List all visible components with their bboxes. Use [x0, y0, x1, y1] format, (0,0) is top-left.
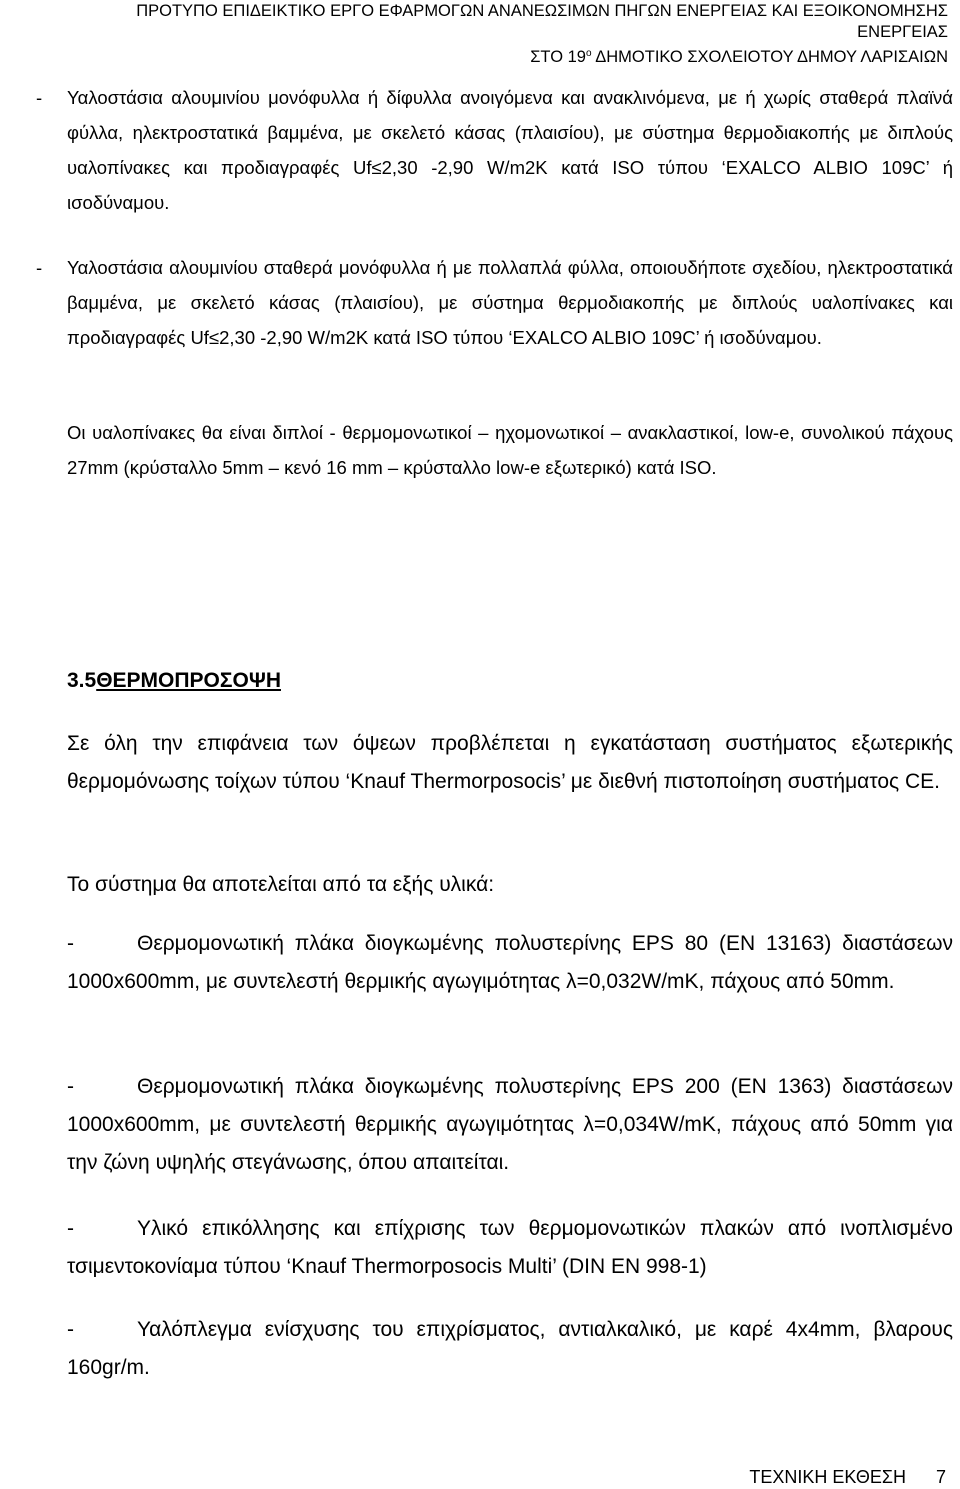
- materials-lead: Το σύστημα θα αποτελείται από τα εξής υλικά:: [67, 873, 495, 896]
- bullet-dash: -: [67, 1318, 74, 1341]
- page-number: 7: [935, 1467, 946, 1487]
- header-line-1: ΠΡΟΤΥΠΟ ΕΠΙΔΕΙΚΤΙΚΟ ΕΡΓΟ ΕΦΑΡΜΟΓΩΝ ΑΝΑΝΕΩΣΙΜΩΝ ΠΗΓΩΝ ΕΝΕΡΓΕΙΑΣ ΚΑΙ ΕΞΟΙΚΟΝΟΜΗΣΗΣ: [136, 2, 948, 20]
- frames-item-1: Υαλοστάσια αλουμινίου μονόφυλλα ή δίφυλλα ανοιγόμενα και ανακλινόμενα, με ή χωρίς σταθερά πλαϊνά φύλλα, ηλεκτροστατικά βαμμένα, με σκελετό κάσας (πλαισίου), με σύστημα θερμοδιακοπής με διπλούς υαλοπίνακες και προδιαγραφές Uf≤2,30 -2,90 W/m2K κατά ISO τύπου ‘EXALCO ALBIO 109C’ ή ισοδύναμου.: [67, 87, 953, 213]
- header-line-3: ΣΤΟ $19^o$ ΔΗΜΟΤΙΚΟ ΣΧΟΛΕΙΟΤΟΥ ΔΗΜΟΥ ΛΑΡΙΣΑΙΩΝ: [530, 48, 948, 66]
- material-item-4: Υαλόπλεγμα ενίσχυσης του επιχρίσματος, αντιαλκαλικό, με καρέ 4x4mm, βλαρους 160gr/m.: [67, 1318, 953, 1379]
- material-item-1: Θερμομονωτική πλάκα διογκωμένης πολυστερίνης EPS 80 (EN 13163) διαστάσεων 1000x600mm, με συντελεστή θερμικής αγωγιμότητας λ=0,032W/mK, πάχους από 50mm.: [67, 932, 953, 993]
- page-header: [136, 1, 948, 68]
- bullet-dash: -: [36, 257, 43, 278]
- section-intro: Σε όλη την επιφάνεια των όψεων προβλέπεται η εγκατάσταση συστήματος εξωτερικής θερμομόνωσης τοίχων τύπου ‘Knauf Thermorposocis’ με διεθνή πιστοποίηση συστήματος CE.: [67, 732, 953, 793]
- frames-item-2: Υαλοστάσια αλουμινίου σταθερά μονόφυλλα ή με πολλαπλά φύλλα, οποιουδήποτε σχεδίου, ηλεκτροστατικά βαμμένα, με σκελετό κάσας (πλαισίου), με σύστημα θερμοδιακοπής με διπλούς υαλοπίνακες και προδιαγραφές Uf≤2,30 -2,90 W/m2K κατά ISO τύπου ‘EXALCO ALBIO 109C’ ή ισοδύναμου.: [67, 257, 953, 348]
- section-title: ΘΕΡΜΟΠΡΟΣΟΨΗ: [96, 669, 281, 692]
- bullet-dash: -: [67, 1217, 74, 1240]
- header-line-2: ΕΝΕΡΓΕΙΑΣ: [857, 23, 948, 41]
- section-number: 3.5: [67, 669, 97, 692]
- ordinal-superscript: ο: [585, 48, 592, 59]
- glazing-paragraph: Οι υαλοπίνακες θα είναι διπλοί - θερμομονωτικοί – ηχομονωτικοί – ανακλαστικοί, low-e, συνολικού πάχους 27mm (κρύσταλλο 5mm – κενό 16 mm – κρύσταλλο low-e εξωτερικό) κατά ISO.: [67, 422, 953, 478]
- footer-label: ΤΕΧΝΙΚΗ ΕΚΘΕΣΗ: [749, 1467, 906, 1487]
- material-item-3: Υλικό επικόλλησης και επίχρισης των θερμομονωτικών πλακών από ινοπλισμένο τσιμεντοκονίαμα τύπου ‘Knauf Thermorposocis Multi’ (DIN EN 998-1): [67, 1217, 953, 1278]
- section-heading: [67, 666, 281, 696]
- material-item-2: Θερμομονωτική πλάκα διογκωμένης πολυστερίνης EPS 200 (EN 1363) διαστάσεων 1000x600mm, με συντελεστή θερμικής αγωγιμότητας λ=0,034W/mK, πάχους από 50mm για την ζώνη υψηλής στεγάνωσης, όπου απαιτείται.: [67, 1075, 953, 1174]
- bullet-dash: -: [67, 1075, 74, 1098]
- page-footer: [749, 1466, 946, 1488]
- bullet-dash: -: [67, 932, 74, 955]
- bullet-dash: -: [36, 87, 43, 108]
